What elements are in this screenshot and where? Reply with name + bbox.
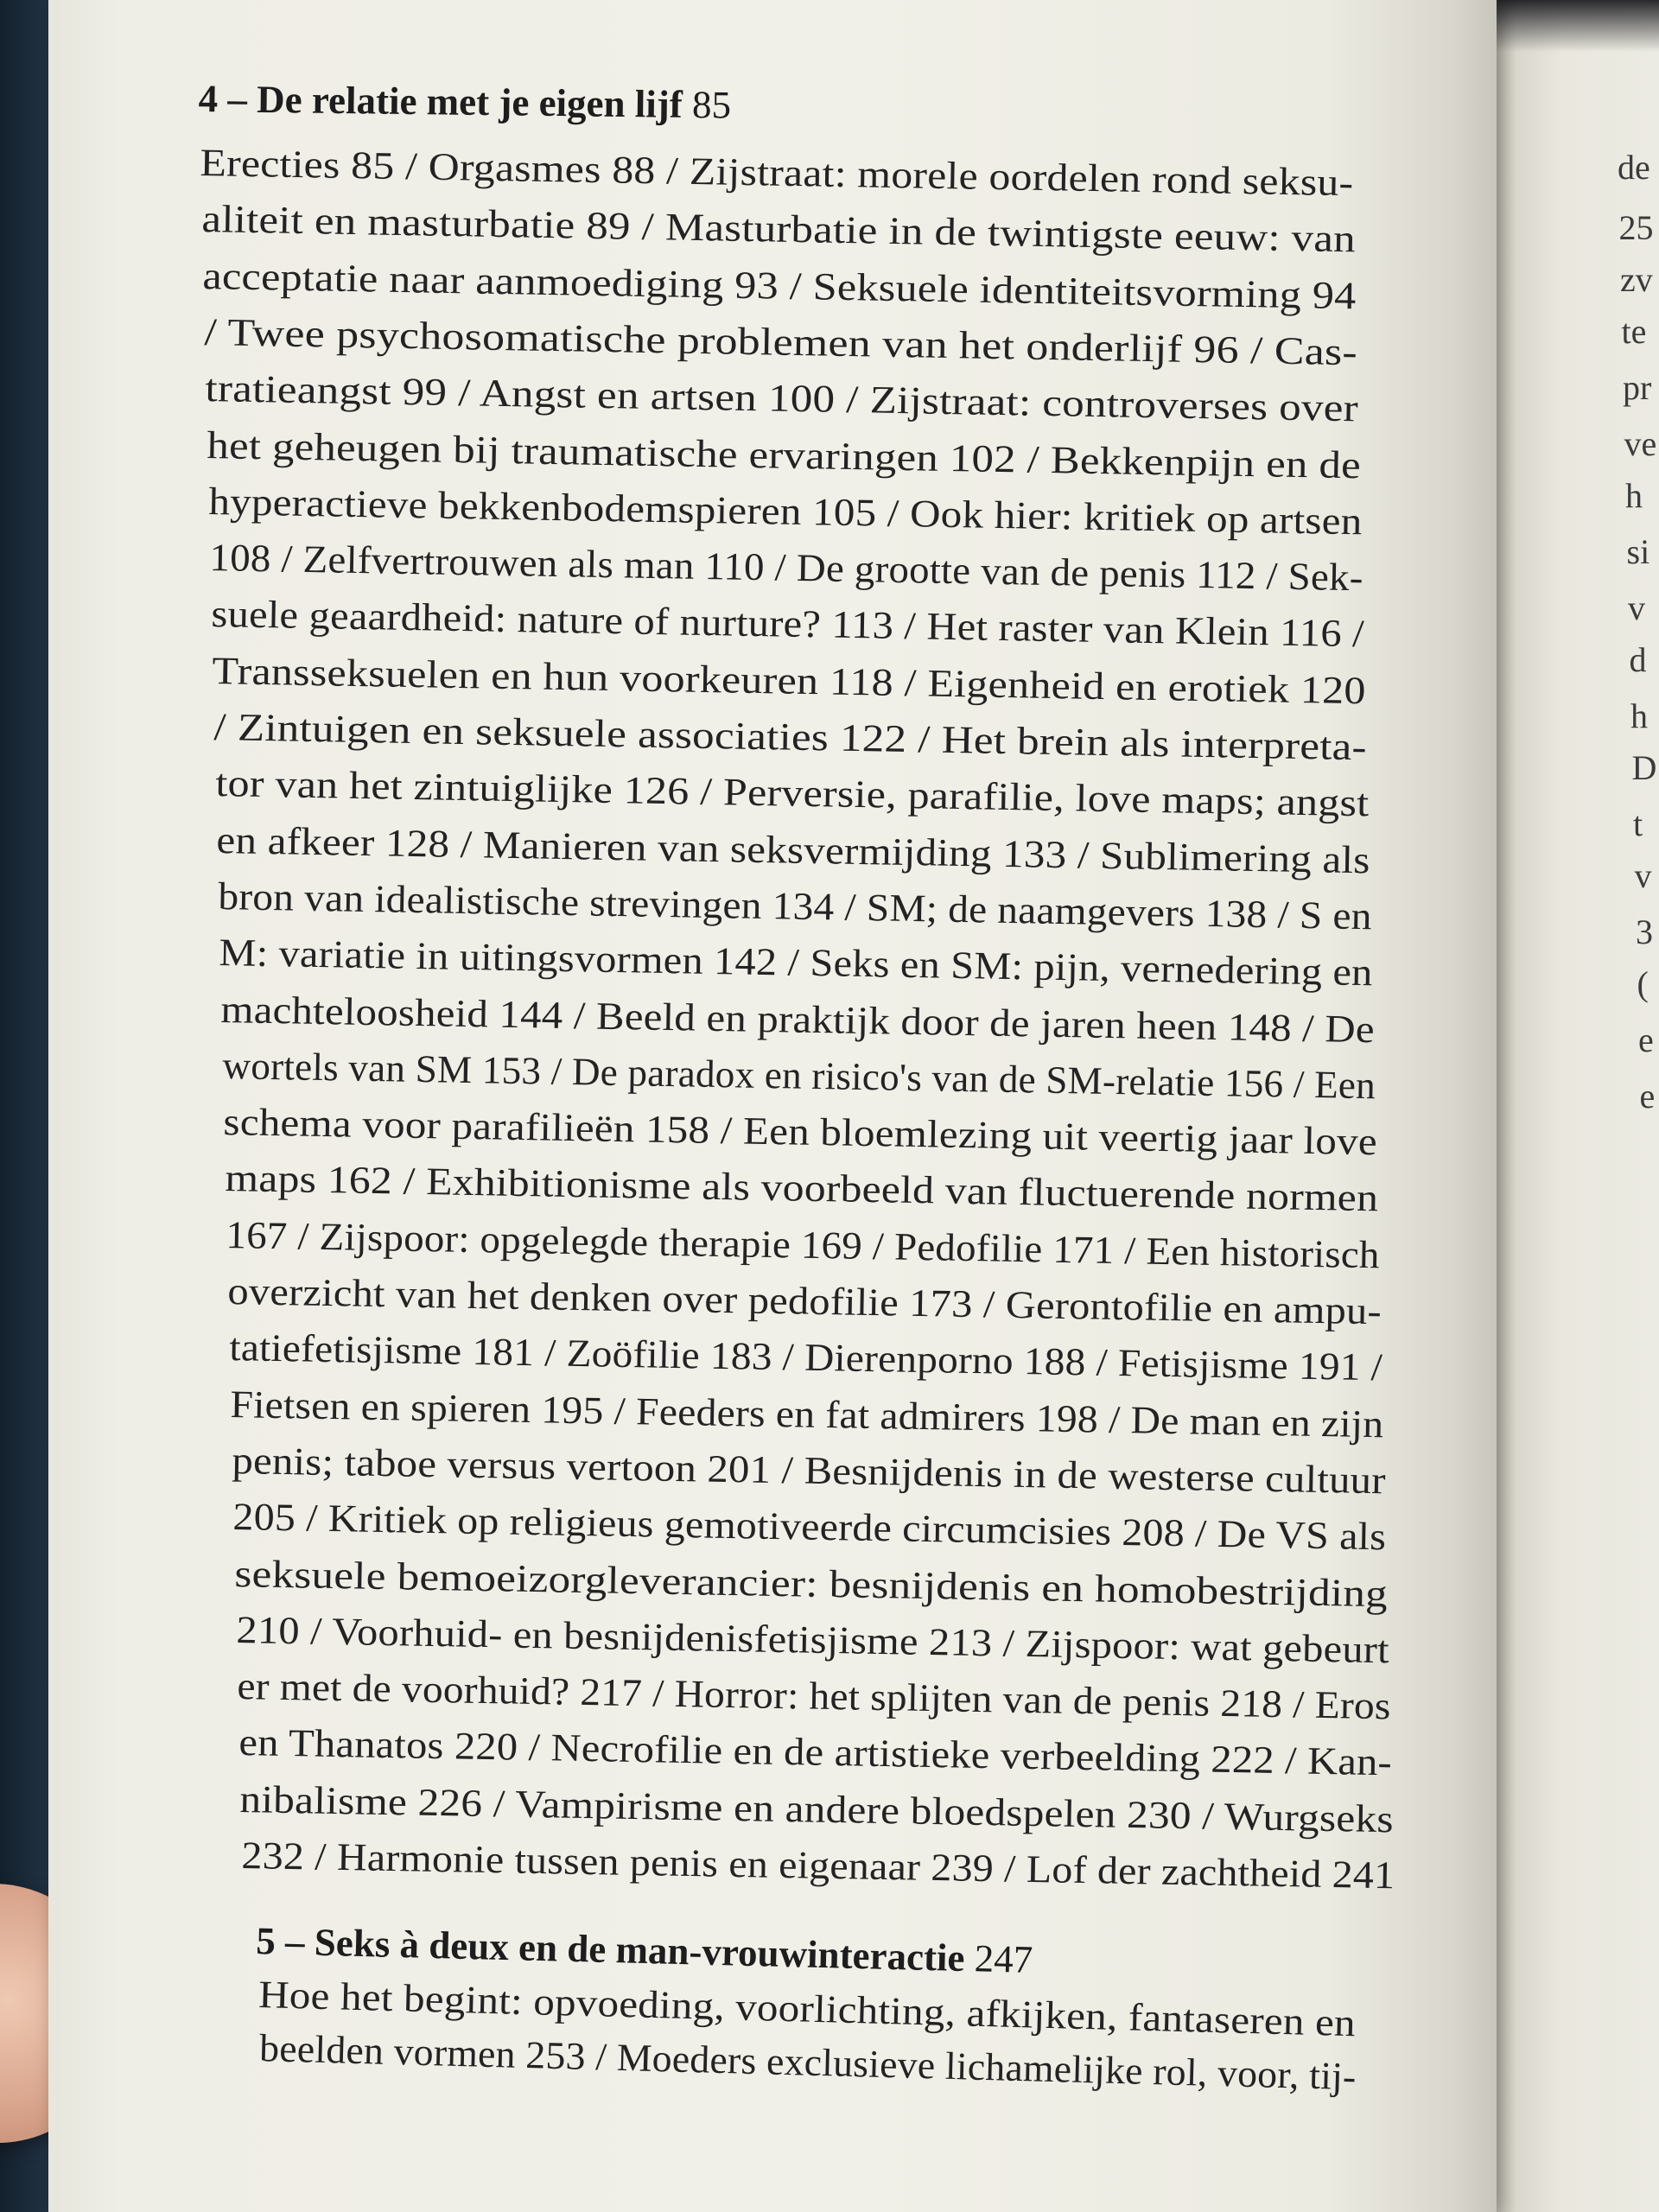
chapter-4-page: 85 [691, 82, 732, 127]
facing-page-fragment: v [1634, 856, 1652, 895]
toc-line: penis; taboe versus vertoon 201 / Besnijdenis in de westerse cultuur [231, 1438, 1386, 1503]
facing-page-fragment: de [1618, 148, 1650, 187]
toc-line: 232 / Harmonie tussen penis en eigenaar 239 / Lof der zachtheid 241 [241, 1833, 1395, 1897]
facing-page-fragment: si [1626, 532, 1650, 571]
toc-line: Hoe het begint: opvoeding, voorlichting, afkijken, fantaseren en [257, 1972, 1357, 2045]
toc-line: aliteit en masturbatie 89 / Masturbatie in de twintigste eeuw: van [200, 197, 1356, 261]
toc-line: nibalisme 226 / Vampirisme en andere bloedspelen 230 / Wurgseks [239, 1777, 1395, 1840]
facing-page-fragment: 25 [1618, 208, 1654, 247]
chapter-5-page: 247 [974, 1936, 1033, 1981]
toc-line: en afkeer 128 / Manieren van seksvermijding 133 / Sublimering als [216, 817, 1371, 881]
facing-page-fragment: pr [1623, 368, 1652, 407]
facing-page-fragment: h [1625, 476, 1643, 515]
facing-page-fragment: ( [1637, 964, 1649, 1003]
facing-page-fragment: te [1621, 312, 1647, 351]
top-shadow [1469, 0, 1659, 52]
facing-page-fragment: D [1631, 748, 1657, 787]
toc-line: tratieangst 99 / Angst en artsen 100 / Zijstraat: controverses over [205, 366, 1359, 430]
toc-line: 205 / Kritiek op religieus gemotiveerde circumcisies 208 / De VS als [232, 1495, 1387, 1559]
toc-line: het geheugen bij traumatische ervaringen 102 / Bekkenpijn en de [207, 423, 1362, 486]
toc-line: suele geaardheid: nature of nurture? 113 / Het raster van Klein 116 / [210, 592, 1365, 656]
toc-line: overzicht van het denken over pedofilie 173 / Gerontofilie en ampu- [227, 1268, 1382, 1333]
toc-line: Erecties 85 / Orgasmes 88 / Zijstraat: morele oordelen rond seksu- [200, 140, 1354, 205]
facing-page-fragment: 3 [1636, 912, 1653, 951]
facing-page-fragment: t [1633, 804, 1643, 843]
toc-line: 108 / Zelfvertrouwen als man 110 / De grootte van de penis 112 / Sek- [209, 536, 1364, 600]
toc-line: er met de voorhuid? 217 / Horror: het splijten van de penis 218 / Eros [237, 1664, 1392, 1728]
chapter-4-heading [198, 76, 731, 128]
facing-page-fragment: ve [1624, 424, 1657, 463]
toc-line: Transseksuelen en hun voorkeuren 118 / Eigenheid en erotiek 120 [212, 648, 1367, 712]
chapter-5-title: 5 – Seks à deux en de man-vrouwinteractie [255, 1918, 966, 1980]
toc-line: 210 / Voorhuid- en besnijdenisfetisjisme 213 / Zijspoor: wat gebeurt [235, 1607, 1389, 1672]
toc-line: hyperactieve bekkenbodemspieren 105 / Ook hier: kritiek op artsen [207, 479, 1363, 543]
toc-line: bron van idealistische strevingen 134 / SM; de naamgevers 138 / S en [217, 874, 1372, 938]
toc-line: machteloosheid 144 / Beeld en praktijk door de jaren heen 148 / De [220, 987, 1376, 1051]
facing-page-fragment: e [1638, 1020, 1654, 1059]
facing-page-fragment: h [1630, 696, 1648, 735]
toc-line: schema voor parafilieën 158 / Een bloemlezing uit veertig jaar love [223, 1100, 1378, 1164]
chapter-4-title: 4 – De relatie met je eigen lijf [198, 76, 683, 126]
toc-line: acceptatie naar aanmoediging 93 / Seksuele identiteitsvorming 94 [202, 253, 1357, 317]
toc-line: tor van het zintuiglijke 126 / Perversie, parafilie, love maps; angst [214, 761, 1370, 825]
toc-line: maps 162 / Exhibitionisme als voorbeeld van fluctuerende normen [224, 1156, 1379, 1220]
toc-line: Fietsen en spieren 195 / Feeders en fat admirers 198 / De man en zijn [230, 1382, 1384, 1446]
toc-line: tatiefetisjisme 181 / Zoöfilie 183 / Dierenporno 188 / Fetisjisme 191 / [228, 1325, 1383, 1389]
facing-page-fragment: d [1629, 640, 1647, 679]
toc-line: en Thanatos 220 / Necrofilie en de artistieke verbeelding 222 / Kan- [238, 1720, 1393, 1784]
facing-page-fragment: e [1639, 1077, 1656, 1116]
facing-page-fragment: v [1628, 588, 1645, 627]
toc-line: beelden vormen 253 / Moeders exclusieve lichamelijke rol, voor, tij- [258, 2025, 1357, 2099]
toc-line: wortels van SM 153 / De paradox en risico's van de SM-relatie 156 / Een [221, 1043, 1376, 1108]
facing-page-fragment: zv [1620, 260, 1653, 299]
toc-line: M: variatie in uitingsvormen 142 / Seks en SM: pijn, vernedering en [219, 931, 1374, 995]
toc-line: seksuele bemoeizorgleverancier: besnijdenis en homobestrijding [234, 1551, 1389, 1615]
toc-line: 167 / Zijspoor: opgelegde therapie 169 / Pedofilie 171 / Een historisch [226, 1212, 1381, 1276]
toc-line: / Zintuigen en seksuele associaties 122 / Het brein als interpreta- [213, 704, 1368, 769]
toc-line: / Twee psychosomatische problemen van het onderlijf 96 / Cas- [203, 309, 1358, 374]
